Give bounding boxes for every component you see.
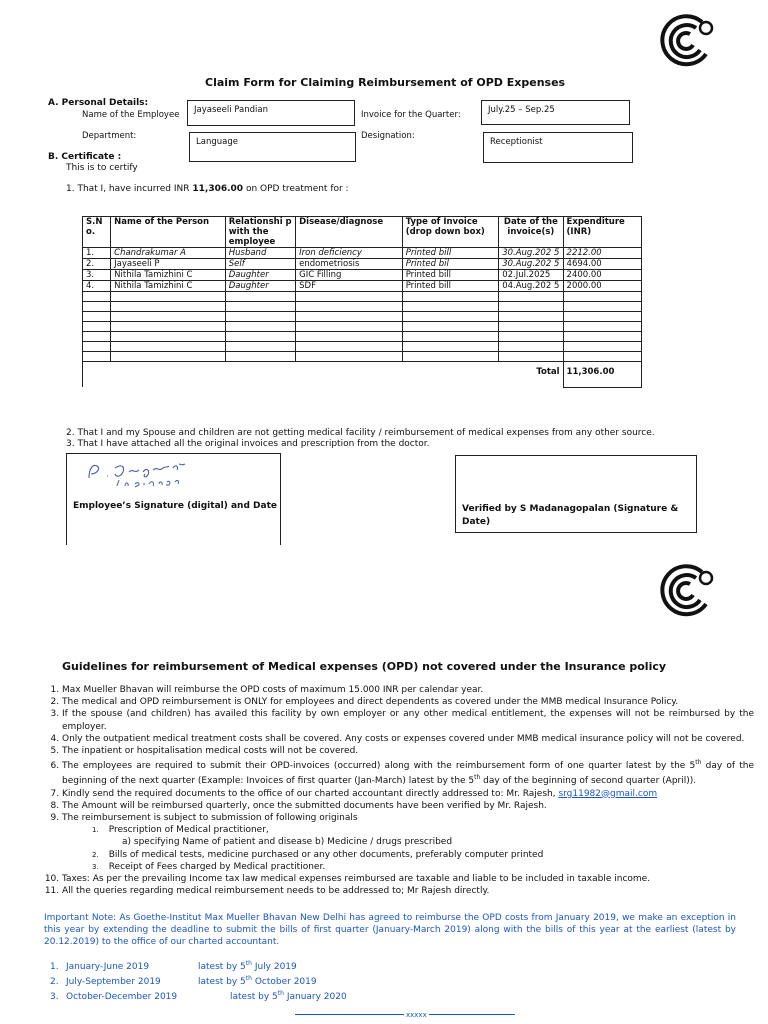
name-field[interactable] (187, 100, 355, 126)
cell-disease[interactable]: endometriosis (296, 259, 403, 270)
total-value: 11,306.00 (563, 362, 641, 388)
table-row-empty (83, 332, 642, 342)
sub-item-text: Receipt of Fees charged by Medical practitioner. (108, 861, 326, 872)
deadline-pre: latest by 5 (230, 992, 278, 1002)
name-value: Jayaseeli Pandian (194, 105, 268, 115)
guideline-item: 2. The medical and OPD reimbursement is ONLY for employees and direct dependents as covered under the MMB medical Insurance Policy. (62, 696, 754, 708)
cell-date[interactable]: 30.Aug.202 5 (499, 248, 563, 259)
col-sno: S.N o. (83, 217, 111, 248)
table-row-empty (83, 322, 642, 332)
cell-date[interactable]: 02.Jul.2025 (499, 270, 563, 281)
table-row-empty (83, 302, 642, 312)
deadline-period: July-September 2019 (66, 977, 161, 987)
guideline-6-part-c: day of the beginning of second quarter (April)). (480, 776, 697, 787)
employee-signature-box[interactable] (66, 453, 281, 545)
guideline-item: 11. All the queries regarding medical reimbursement needs to be addressed to; Mr Rajesh directly. (62, 885, 754, 897)
deadline-number: 1. (50, 962, 59, 972)
cell-expenditure[interactable]: 4694.00 (563, 259, 641, 270)
verified-label: Verified by S Madanagopalan (Signature & Date) (462, 504, 679, 527)
deadline-number: 3. (50, 992, 59, 1002)
table-row-empty (83, 342, 642, 352)
guideline-6-part-b: day of the beginning of the next quarter (Example: Invoices of first quarter (Jan-March) latest by the 5 (62, 761, 754, 787)
designation-field[interactable] (483, 132, 633, 163)
cell-expenditure[interactable]: 2212.00 (563, 248, 641, 259)
guideline-item: 5. The inpatient or hospitalisation medical costs will not be covered. (62, 745, 754, 757)
cell-relationship[interactable]: Daughter (225, 281, 295, 292)
cell-name[interactable]: Nithila Tamizhini C (111, 270, 226, 281)
col-expenditure: Expenditure (INR) (563, 217, 641, 248)
deadline-item (50, 988, 550, 1003)
cell-name[interactable]: Chandrakumar A (111, 248, 226, 259)
cell-invoice-type[interactable]: Printed bill (402, 281, 499, 292)
cell-disease[interactable]: SDF (296, 281, 403, 292)
cell-invoice-type[interactable]: Printed bill (402, 270, 499, 281)
email-link[interactable]: srg11982@gmail.com (558, 788, 658, 799)
cell-sno: 1. (83, 248, 111, 259)
important-note: Important Note: As Goethe-Institut Max Mueller Bhavan New Delhi has agreed to reimburse the OPD costs from January 2019, we make an exception in this year by extending the deadline to submit the bills of first quarter (January-March 2019) along with the bills of this year at the earliest (latest by 20.12.2019) to the office of our charted accountant. (44, 913, 736, 948)
cell-name[interactable]: Jayaseeli P (111, 259, 226, 270)
guideline-item (62, 788, 754, 800)
designation-label: Designation: (361, 131, 415, 141)
guideline-item: 8. The Amount will be reimbursed quarterly, once the submitted documents have been verified by Mr. Rajesh. (62, 800, 754, 812)
department-label: Department: (82, 131, 137, 141)
originals-sublist (62, 824, 754, 873)
verification-box[interactable] (455, 455, 697, 533)
deadline-post: July 2019 (251, 962, 297, 972)
designation-value: Receptionist (490, 137, 543, 147)
guideline-item: 1. Max Mueller Bhavan will reimburse the OPD costs of maximum 15.000 INR per calendar year. (62, 684, 754, 696)
table-row (83, 248, 642, 259)
total-label: Total (83, 362, 564, 388)
table-row (83, 270, 642, 281)
deadline-item (50, 958, 550, 973)
col-disease: Disease/diagnose (296, 217, 403, 248)
table-row (83, 259, 642, 270)
superscript-th: th (245, 975, 252, 982)
table-row-empty (83, 312, 642, 322)
guideline-9-text: The reimbursement is subject to submission of following originals (62, 813, 358, 824)
deadline-period: October-December 2019 (66, 992, 178, 1002)
col-invoice-type: Type of Invoice (drop down box) (402, 217, 499, 248)
form-title: Claim Form for Claiming Reimbursement of OPD Expenses (205, 76, 566, 89)
cell-disease[interactable]: Iron deficiency (296, 248, 403, 259)
employee-signature-label: Employee’s Signature (digital) and Date (73, 501, 277, 511)
table-header-row (83, 217, 642, 248)
col-date: Date of the invoice(s) (499, 217, 563, 248)
deadline-list (50, 958, 550, 1003)
section-a-label: A. Personal Details: (48, 98, 149, 108)
department-value: Language (196, 137, 238, 147)
guidelines-title: Guidelines for reimbursement of Medical expenses (OPD) not covered under the Insurance policy (62, 660, 667, 673)
sub-item (92, 824, 754, 836)
superscript-th: th (277, 990, 284, 997)
cell-sno: 2. (83, 259, 111, 270)
col-name: Name of the Person (111, 217, 226, 248)
table-total-row (83, 362, 642, 388)
point-1-prefix: 1. That I, have incurred INR (66, 184, 193, 194)
cell-relationship[interactable]: Husband (225, 248, 295, 259)
superscript-th: th (245, 960, 252, 967)
cell-expenditure[interactable]: 2000.00 (563, 281, 641, 292)
cell-invoice-type[interactable]: Printed bill (402, 248, 499, 259)
deadline-pre: latest by 5 (198, 977, 246, 987)
deadline-period: January-June 2019 (66, 962, 150, 972)
cell-expenditure[interactable]: 2400.00 (563, 270, 641, 281)
sub-item-number: 3. (92, 862, 99, 871)
guideline-7-text: Kindly send the required documents to the office of our charted accountant directly addressed to: Mr. Rajesh, (62, 788, 559, 799)
table-row-empty (83, 352, 642, 362)
quarter-value: July.25 – Sep.25 (488, 105, 555, 115)
sub-item-text: Prescription of Medical practitioner, (108, 825, 269, 836)
deadline-post: October 2019 (251, 977, 317, 987)
table-row (83, 281, 642, 292)
col-relationship: Relationshi p with the employee (225, 217, 295, 248)
sub-item (92, 849, 754, 861)
guideline-item: 4. Only the outpatient medical treatment costs shall be covered. Any costs or expenses covered under MMB medical insurance policy will not be covered. (62, 733, 754, 745)
section-b-label: B. Certificate : (48, 152, 122, 162)
goethe-logo-top (654, 10, 716, 68)
certify-text: This is to certify (66, 163, 138, 173)
cell-relationship[interactable]: Self (225, 259, 295, 270)
footer-mark: xxxxx (406, 1011, 427, 1019)
point-1-amount: 11,306.00 (192, 184, 244, 194)
point-1-suffix: on OPD treatment for : (243, 184, 349, 194)
quarter-field[interactable] (481, 100, 630, 125)
guideline-item: 3. If the spouse (and children) has availed this facility by own employer or any other medical entitlement, the expenses will not be reimbursed by the employer. (62, 708, 754, 732)
name-label: Name of the Employee (82, 110, 180, 120)
sub-item-number: 2. (92, 850, 99, 859)
goethe-logo-bottom (654, 560, 716, 618)
cell-date[interactable]: 30.Aug.202 5 (499, 259, 563, 270)
cell-sno: 4. (83, 281, 111, 292)
cell-relationship[interactable]: Daughter (225, 270, 295, 281)
cell-name[interactable]: Nithila Tamizhini C (111, 281, 226, 292)
sub-item (92, 861, 754, 873)
expense-table (82, 216, 642, 388)
deadline-pre: latest by 5 (198, 962, 246, 972)
quarter-label: Invoice for the Quarter: (361, 110, 461, 120)
guidelines-list (44, 684, 754, 897)
handwritten-signature (85, 458, 205, 490)
cell-date[interactable]: 04.Aug.202 5 (499, 281, 563, 292)
guideline-item (62, 757, 754, 787)
deadline-item (50, 973, 550, 988)
deadline-number: 2. (50, 977, 59, 987)
superscript-th: th (474, 774, 481, 782)
sub-item-text: Bills of medical tests, medicine purchased or any other documents, preferably computer printed (108, 849, 544, 860)
superscript-th: th (695, 759, 702, 767)
point-3: 3. That I have attached all the original invoices and prescription from the doctor. (66, 439, 430, 449)
deadline-post: January 2020 (283, 992, 347, 1002)
table-row-empty (83, 292, 642, 302)
guideline-item: 10. Taxes: As per the prevailing Income tax law medical expenses reimbursed are taxable and liable to be included in taxable income. (62, 873, 754, 885)
sub-item: a) specifying Name of patient and disease b) Medicine / drugs prescribed (122, 837, 453, 848)
department-field[interactable] (189, 132, 356, 162)
cell-sno: 3. (83, 270, 111, 281)
sub-item-number: 1. (92, 826, 99, 835)
guideline-item (62, 812, 754, 873)
point-1 (66, 184, 349, 194)
guideline-6-part-a: The employees are required to submit their OPD-invoices (occurred) along with the reimbursement form of one quarter latest by the 5 (62, 761, 696, 772)
cell-disease[interactable]: GIC Filling (296, 270, 403, 281)
point-2: 2. That I and my Spouse and children are not getting medical facility / reimbursement of medical expenses from any other source. (66, 428, 655, 438)
cell-invoice-type[interactable]: Printed bil (402, 259, 499, 270)
